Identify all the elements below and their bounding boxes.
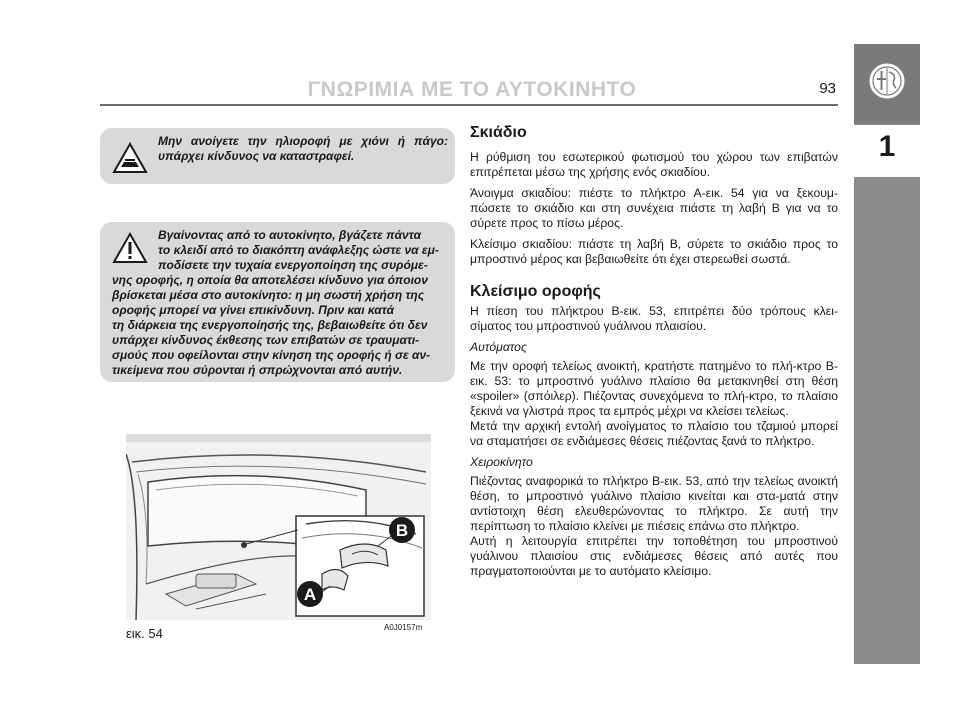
warning-text-key-removal xyxy=(112,228,448,378)
paragraph: Κλείσιμο σκιαδίου: πιάστε τη λαβή B, σύρετε το σκιάδιο προς το μπροστινό μέρος και βεβαιωθείτε ότι έχει στερεωθεί σωστά. xyxy=(470,237,838,266)
paragraph: Η ρύθμιση του εσωτερικού φωτισμού του χώρου των επιβατών επιτρέπεται μέσω της χρήσης ενός σκιαδίου. xyxy=(470,150,838,179)
paragraph: Αυτή η λειτουργία επιτρέπει την τοποθέτηση του μπροστινού γυάλινου πλαισίου στις ενδιάμεσες θέσεις από αυτές που πραγματοποιούνται με το αυτόματο κλείσιμο. xyxy=(470,534,838,578)
page-header-title: ΓΝΩΡΙΜΙΑ ΜΕ ΤΟ ΑΥΤΟΚΙΝΗΤΟ xyxy=(307,78,637,101)
page-number: 93 xyxy=(819,80,836,97)
warning-line: υπάρχει κίνδυνος έκθεσης των επιβατών σε τραυματι- xyxy=(112,333,420,347)
section-title-roof-closing: Κλείσιμο οροφής xyxy=(470,283,601,300)
paragraph: Πιέζοντας αναφορικά το πλήκτρο B-εικ. 53, από την τελείως ανοικτή θέση, το μπροστινό γυάλινο πλαίσιο κινείται και στα-ματά στην αντίστοιχη θέση ελευθερώνοντας το πλήκτρο. Σε αυτή την περίπτωση το πλαίσιο κλείνει με πιέσεις επάνω στο πλήκτρο. xyxy=(470,474,838,533)
subsection-title-manual: Χειροκίνητο xyxy=(470,455,533,469)
section-shade-body xyxy=(470,150,838,267)
warning-line: το κλειδί από το διακόπτη ανάφλεξης ώστε να εμ- xyxy=(158,243,439,257)
alfa-romeo-logo-icon xyxy=(868,62,906,100)
warning-text-snow-ice: Μην ανοίγετε την ηλιοροφή με χιόνι ή πάγο: υπάρχει κίνδυνος να καταστραφεί. xyxy=(158,134,448,163)
warning-line: οροφής μπορεί να γίνει επικίνδυνη. Πριν και κατά xyxy=(112,303,395,317)
paragraph: Η πίεση του πλήκτρου B-εικ. 53, επιτρέπει δύο τρόπους κλει-σίματος του μπροστινού γυάλινου πλαισίου. xyxy=(470,304,838,333)
callout-label-a: A xyxy=(303,585,317,604)
section-shade-title-wrap xyxy=(470,124,838,142)
warning-line: τικείμενα που σύρονται ή σπρώχνονται από αυτήν. xyxy=(112,363,403,377)
warning-line: σμούς που οφείλονται στην κίνηση της οροφής ή σε αν- xyxy=(112,348,431,362)
roof-warning-icon xyxy=(112,142,148,174)
warning-line: τη διάρκεια της ενεργοποίησής της, βεβαιωθείτε ότι δεν xyxy=(112,318,428,332)
figure-code: A0J0157m xyxy=(384,623,423,632)
figure-caption: εικ. 54 xyxy=(126,626,163,641)
warning-line: ποδίσετε την τυχαία ενεργοποίηση της συρόμε- xyxy=(158,258,428,272)
warning-line: Βγαίνοντας από το αυτοκίνητο, βγάζετε πάντα xyxy=(158,228,422,242)
figure-54-illustration xyxy=(126,434,431,620)
section-roof-title-wrap xyxy=(470,283,838,301)
sunroof-interior-drawing xyxy=(126,434,431,620)
section-title-shade: Σκιάδιο xyxy=(470,124,527,141)
header-rule xyxy=(100,104,838,106)
section-roof-body xyxy=(470,304,838,579)
paragraph: Με την οροφή τελείως ανοικτή, κρατήστε πατημένο το πλή-κτρο B-εικ. 53: το μπροστινό γυάλινο πλαίσιο θα μετακινηθεί στη θέση «spoiler» (σπόιλερ). Πιέζοντας συνεχόμενα το πλή-κτρο, το πλαίσιο ξεκινά να γλιστρά προς τα εμπρός μέχρι να κλείσει τελείως. xyxy=(470,359,838,418)
callout-label-b: B xyxy=(395,521,409,540)
paragraph: Μετά την αρχική εντολή ανοίγματος το πλαίσιο του τζαμιού μπορεί να σταματήσει σε ενδιάμεσες θέσεις πιέζοντας ξανά το πλήκτρο. xyxy=(470,419,838,448)
chapter-number: 1 xyxy=(878,130,896,163)
warning-line: βρίσκεται μέσα στο αυτοκίνητο: η μη σωστή χρήση της xyxy=(112,288,425,302)
warning-line: νης οροφής, η οποία θα αποτελέσει κίνδυνο για όποιον xyxy=(112,273,428,287)
subsection-title-automatic: Αυτόματος xyxy=(470,340,527,354)
paragraph: Άνοιγμα σκιαδίου: πιέστε το πλήκτρο A-εικ. 54 για να ξεκουμ-πώσετε το σκιάδιο και στη συνέχεια πιάστε τη λαβή B για να το σύρετε προς το πίσω μέρος. xyxy=(470,186,838,230)
